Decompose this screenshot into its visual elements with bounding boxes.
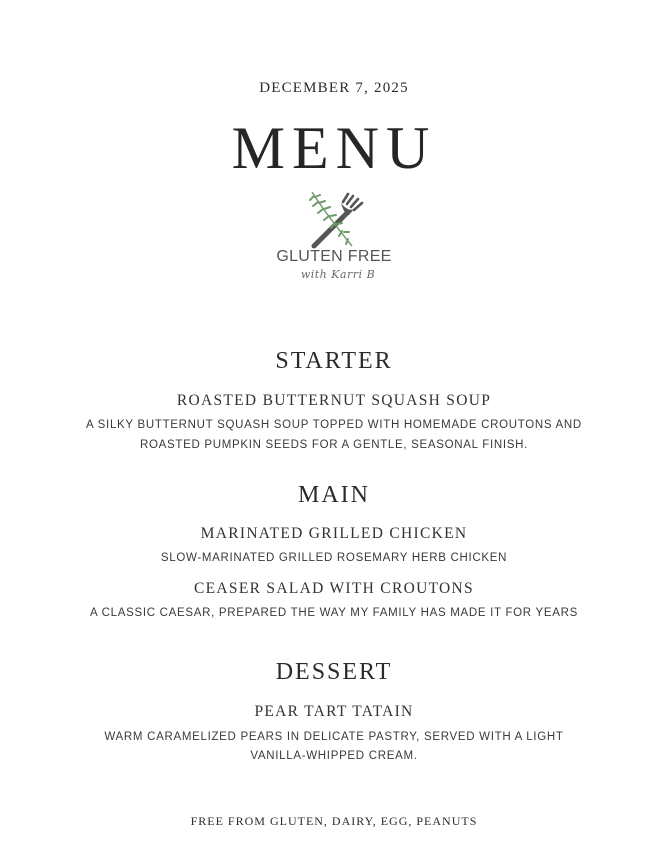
brand-logo bbox=[270, 188, 398, 300]
dish-name: ROASTED BUTTERNUT SQUASH SOUP bbox=[176, 392, 492, 409]
dish-name: CEASER SALAD WITH CROUTONS bbox=[194, 580, 474, 597]
section-title-main: MAIN bbox=[298, 482, 370, 508]
dish-description: SLOW-MARINATED GRILLED ROSEMARY HERB CHICKEN bbox=[160, 552, 508, 564]
section-title-starter: STARTER bbox=[275, 348, 393, 374]
dish-name: MARINATED GRILLED CHICKEN bbox=[200, 525, 468, 542]
dish-name: PEAR TART TATAIN bbox=[254, 703, 414, 720]
dish-description: ROASTED PUMPKIN SEEDS FOR A GENTLE, SEASONAL FINISH. bbox=[139, 439, 529, 451]
menu-title: MENU bbox=[231, 115, 437, 181]
dish-description: A CLASSIC CAESAR, PREPARED THE WAY MY FAMILY HAS MADE IT FOR YEARS bbox=[89, 607, 578, 619]
menu-date: DECEMBER 7, 2025 bbox=[259, 80, 409, 96]
dish-description: A SILKY BUTTERNUT SQUASH SOUP TOPPED WITH HOMEMADE CROUTONS AND bbox=[86, 419, 582, 431]
logo-byline: with Karri B bbox=[300, 268, 376, 281]
allergen-footer: FREE FROM GLUTEN, DAIRY, EGG, PEANUTS bbox=[190, 814, 478, 828]
section-title-dessert: DESSERT bbox=[275, 659, 393, 685]
fork-rosemary-icon bbox=[304, 190, 366, 250]
dish-description: VANILLA-WHIPPED CREAM. bbox=[250, 750, 418, 762]
dish-description: WARM CARAMELIZED PEARS IN DELICATE PASTRY, SERVED WITH A LIGHT bbox=[104, 731, 564, 743]
logo-title: GLUTEN FREE bbox=[276, 248, 392, 265]
